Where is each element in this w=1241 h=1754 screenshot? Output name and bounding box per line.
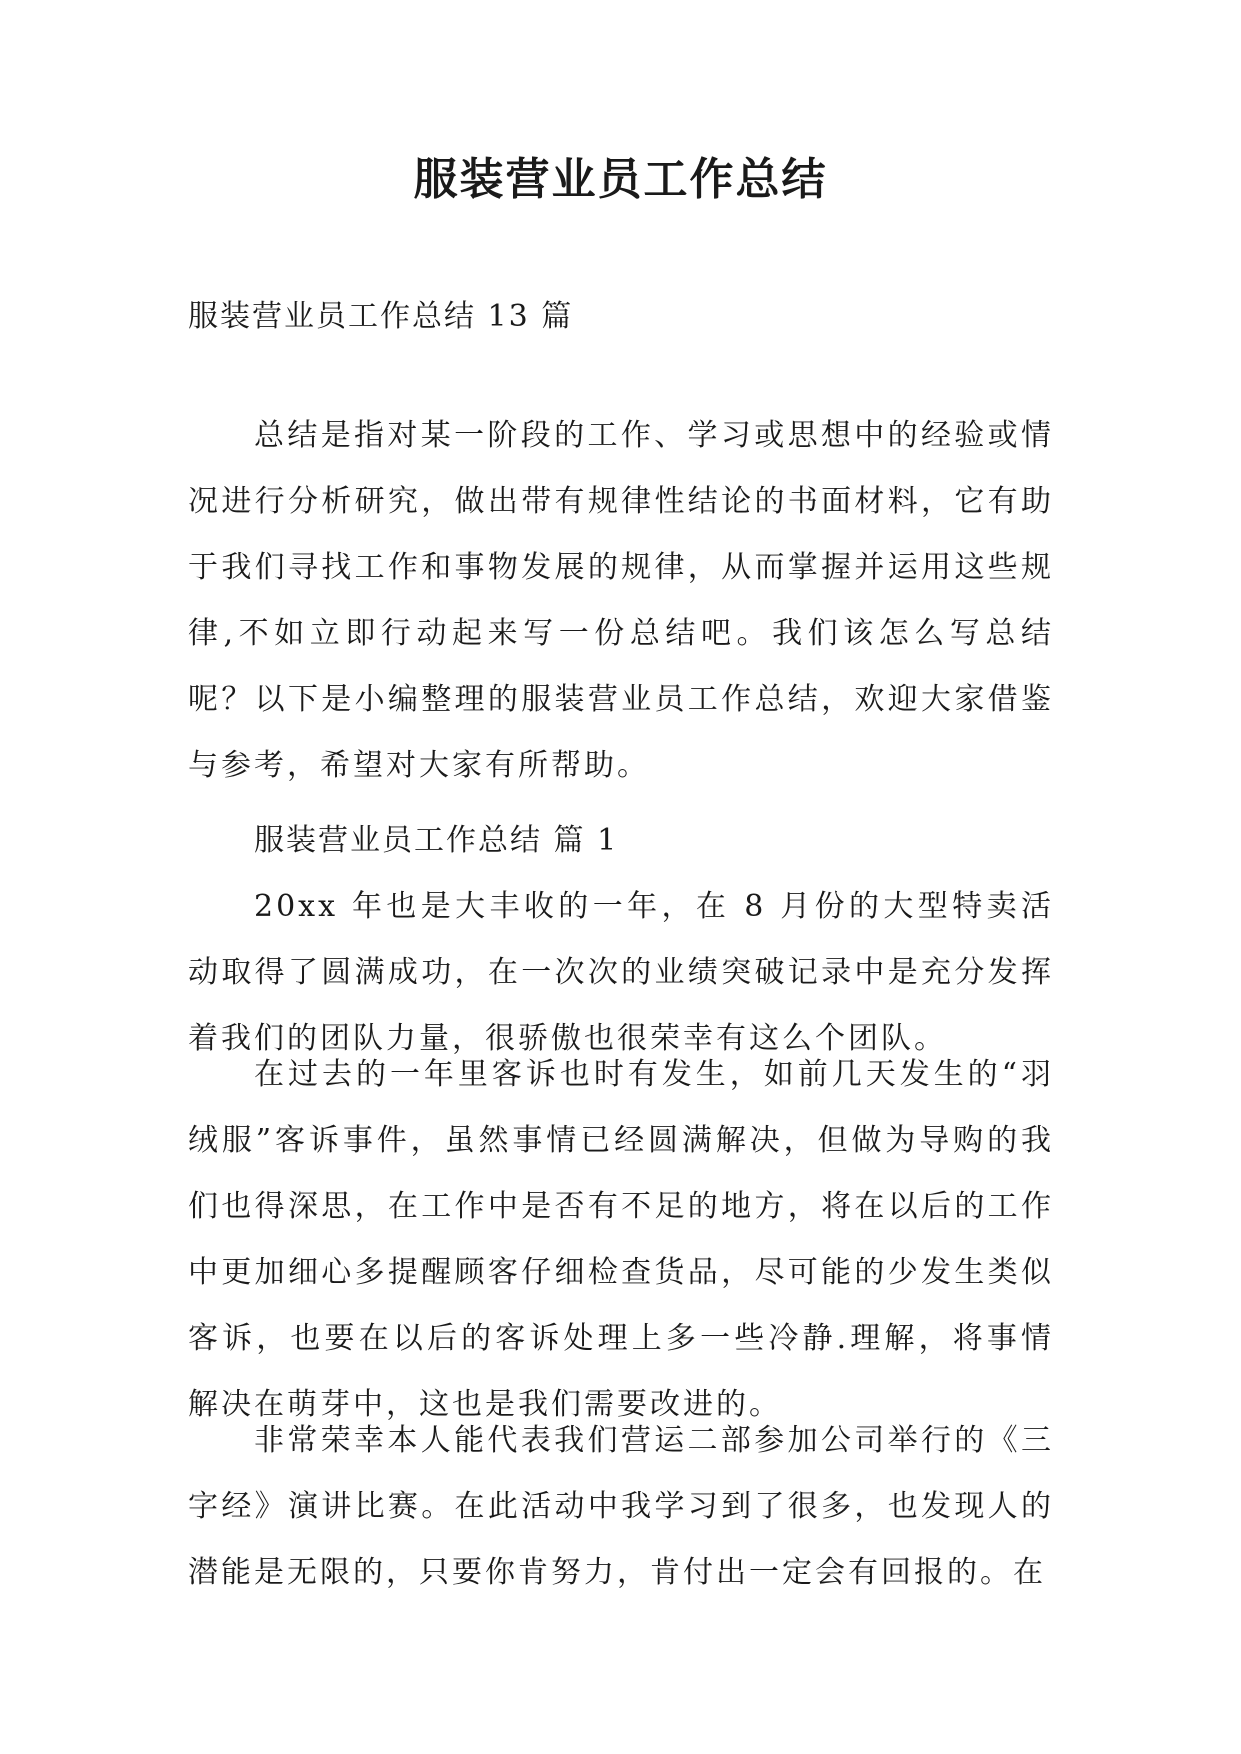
document-title: 服装营业员工作总结 [413, 154, 828, 205]
body-paragraph: 非常荣幸本人能代表我们营运二部参加公司举行的《三字经》演讲比赛。在此活动中我学习到了很多，也发现人的潜能是无限的，只要你肯努力，肯付出一定会有回报的。在 [188, 1423, 1054, 1590]
document-subtitle: 服装营业员工作总结 13 篇 [188, 299, 574, 334]
body-paragraph: 在过去的一年里客诉也时有发生，如前几天发生的“羽绒服”客诉事件，虽然事情已经圆满解决，但做为导购的我们也得深思，在工作中是否有不足的地方，将在以后的工作中更加细心多提醒顾客仔细检查货品，尽可能的少发生类似客诉，也要在以后的客诉处理上多一些冷静.理解，将事情解决在萌芽中，这也是我们需要改进的。 [188, 1057, 1054, 1422]
body-paragraph: 20xx 年也是大丰收的一年，在 8 月份的大型特卖活动取得了圆满成功，在一次次的业绩突破记录中是充分发挥着我们的团队力量，很骄傲也很荣幸有这么个团队。 [188, 889, 1054, 1056]
section-heading: 服装营业员工作总结 篇 1 [254, 823, 619, 858]
intro-paragraph: 总结是指对某一阶段的工作、学习或思想中的经验或情况进行分析研究，做出带有规律性结论的书面材料，它有助于我们寻找工作和事物发展的规律，从而掌握并运用这些规律,不如立即行动起来写一份总结吧。我们该怎么写总结呢？以下是小编整理的服装营业员工作总结，欢迎大家借鉴与参考，希望对大家有所帮助。 [188, 418, 1054, 783]
